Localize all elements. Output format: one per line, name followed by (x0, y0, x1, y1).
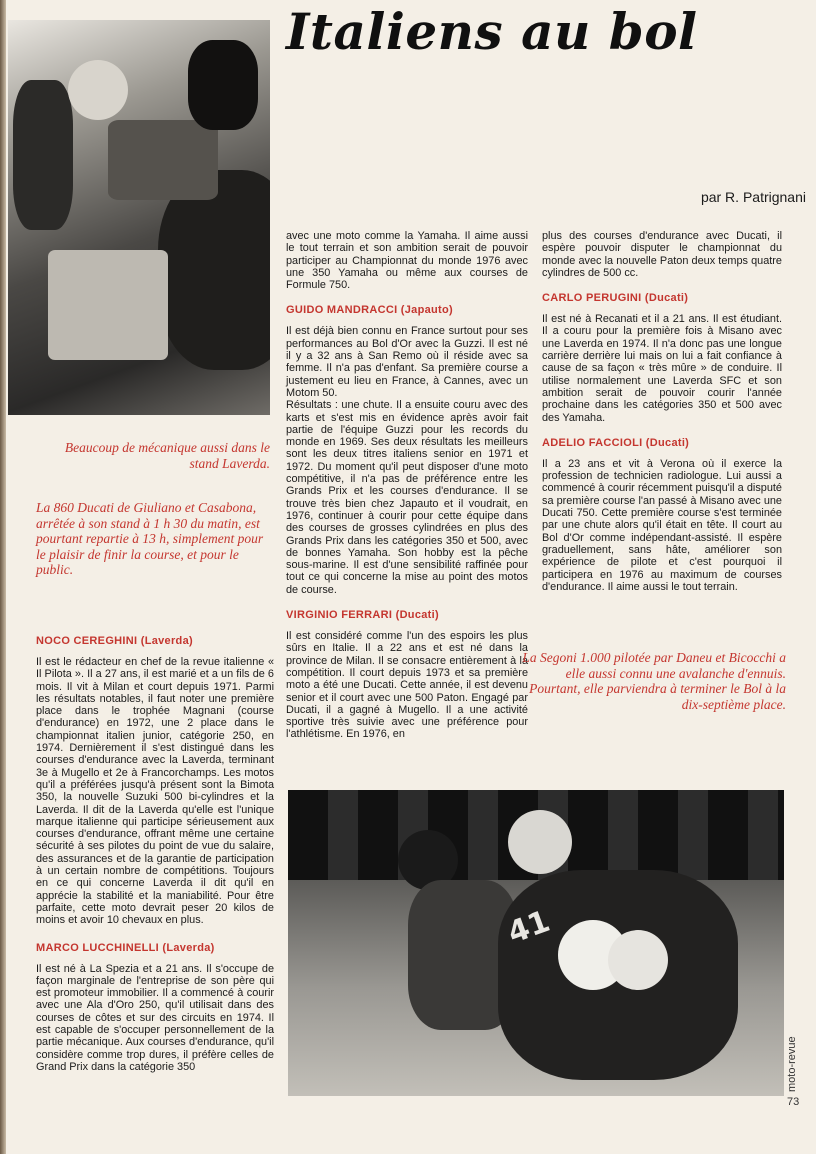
caption-ducati-860: La 860 Ducati de Giuliano et Casabona, arrêtée à son stand à 1 h 30 du matin, est pourtant repartie à 13 h, simplement pour le plaisir de finir la course, et pour le public. (36, 500, 264, 577)
page-edge (0, 0, 6, 1154)
column-left (36, 634, 274, 1073)
rider-heading-mandracci: GUIDO MANDRACCI (Japauto) (286, 304, 453, 317)
rider-text-lucchinelli-cont: avec une moto comme la Yamaha. Il aime aussi le tout terrain et son ambition serait de pouvoir participer au Championnat du monde 1976 avec une 350 Yamaha ou même aux courses de Formule 750. (286, 230, 528, 292)
racing-motorcycle-photo (288, 790, 784, 1096)
rider-heading-ferrari: VIRGINIO FERRARI (Ducati) (286, 609, 439, 622)
rider-text-mandracci-2: Résultats : une chute. Il a ensuite couru avec des karts et s'est mis en évidence après avoir fait partie de l'équipe Guzzi pour les records du monde en 1969. Ses deux résultats les meilleurs sont les deux titres italiens senior en 1971 et 1972. Du moment qu'il peut disposer d'une moto compétitive, il n'a pas de préférence entre les Grands Prix et les courses d'endurance. Il se trouve très bien chez Japauto et il voudrait, en 1976, continuer à courir pour cette équipe dans des courses de grosses cylindrées en plus des Grands Prix dans les catégories 350 et 500, avec de bonnes Yamaha. Son hobby est la pêche sous-marine. Il est d'une sensibilité raffinée pour tout ce qui concerne la mise au point des motos de course. (286, 399, 528, 596)
byline: par R. Patrignani (700, 189, 806, 205)
mechanics-photo (8, 20, 270, 415)
caption-mechanics: Beaucoup de mécanique aussi dans le stand Laverda. (64, 440, 270, 471)
rider-text-perugini: Il est né à Recanati et il a 21 ans. Il est étudiant. Il a couru pour la première fois à Misano avec une Laverda en 1974. Il n'a donc pas une longue carrière derrière lui mais on lui a fait confiance à cause de sa façon « très mûre » de conduire. Il utilise normalement une Laverda SFC et son ambition serait de pouvoir courir l'année prochaine dans les catégories 350 et 500 avec des Yamaha. (542, 313, 782, 424)
column-middle (286, 230, 528, 741)
rider-text-faccioli: Il a 23 ans et vit à Verona où il exerce la profession de technicien radiologue. Lui aussi a commencé à courir récemment puisqu'il a disputé sa première course l'an passé à Misano avec une Ducati 750. Cette première course s'est terminée par une chute alors qu'il était en tête. Il court au Bol d'Or comme indépendant-assisté. Il espère graduellement, sans hâte, améliorer son expérience de pilote et c'est pourquoi il participera en 1976 au maximum de courses d'endurance. Il aime aussi le tout terrain. (542, 457, 782, 593)
page-number: 73 (787, 1096, 800, 1108)
rider-text-ferrari: Il est considéré comme l'un des espoirs les plus sûrs en Italie. Il a 22 ans et est né dans la province de Milan. Il se consacre entièrement à la compétition. Il court depuis 1973 et sa première moto a été une Ducati. Cette année, il est devenu senior et il court avec une 500 Paton. Engagé par Ducati, il a gagné à Mugello. Il a une activité sportive très suivie avec une préférence pour l'athlétisme. En 1976, en (286, 630, 528, 741)
rider-heading-perugini: CARLO PERUGINI (Ducati) (542, 292, 689, 305)
rider-text-cereghini: Il est le rédacteur en chef de la revue italienne « Il Pilota ». Il a 27 ans, il est marié et a un fils de 6 mois. Il vit à Milan et court depuis 1971. Parmi les résultats notables, il faut noter une première place dans le trophée Magnani (course d'endurance) en 1972, une 2 place dans le championnat italien junior, catégorie 250, en 1974. Dernièrement il s'est distingué dans les courses d'endurance avec la Laverda, terminant 3e à Mugello et 2e à Francorchamps. Les motos qu'il a préférées jusqu'à présent sont la Bimota 350, la nouvelle Suzuki 500 bi-cylindres et la Laverda. Il dit de la Laverda qu'elle est l'unique marque italienne qui participe sérieusement aux courses d'endurance, offrant même une certaine sécurité à ses pilotes du point de vue du salaire, des assurances et de la garantie de participation à un certain nombre de compétitions. Toujours en ce qui concerne Laverda il dit qu'il en apprécie la stabilité et la maniabilité. Pour être parfaite, cette moto devrait peser 20 kilos de moins et avoir 10 chevaux en plus. (36, 656, 274, 927)
rider-heading-faccioli: ADELIO FACCIOLI (Ducati) (542, 436, 690, 449)
column-right (542, 230, 782, 593)
rider-heading-cereghini: NOCO CEREGHINI (Laverda) (36, 635, 193, 647)
rider-text-mandracci: Il est déjà bien connu en France surtout pour ses performances au Bol d'Or avec la Guzzi. Il est né il y a 32 ans à San Remo où il réside avec sa femme. Il n'a pas d'enfant. Sa première course a justement eu lieu en France, à Cannes, avec un Motom 50. (286, 325, 528, 399)
magazine-name: moto-revue (786, 1036, 798, 1092)
rider-text-lucchinelli: Il est né à La Spezia et a 21 ans. Il s'occupe de façon marginale de l'entreprise de son père qui est promoteur immobilier. Il a commencé à courir avec une Ala d'Oro 250, qu'il utilisait dans des courses de côtes et sur des circuits en 1974. Il est capable de s'occuper personnellement de la partie mécanique. Aux courses d'endurance, qu'il considère comme trop dures, il préfère celles de Grand Prix dans la catégorie 350 (36, 962, 274, 1073)
race-bike-number: 41 (503, 903, 555, 952)
article-title: Italiens au bol (286, 2, 698, 61)
caption-segoni: La Segoni 1.000 pilotée par Daneu et Bicocchi a elle aussi connu une avalanche d'ennuis. Pourtant, elle parviendra à terminer le Bol à la dix-septième place. (522, 650, 786, 712)
rider-text-ferrari-cont: plus des courses d'endurance avec Ducati, il espère pouvoir disputer le championnat du monde avec la nouvelle Paton deux temps quatre cylindres de 500 cc. (542, 230, 782, 279)
rider-heading-lucchinelli: MARCO LUCCHINELLI (Laverda) (36, 941, 215, 954)
